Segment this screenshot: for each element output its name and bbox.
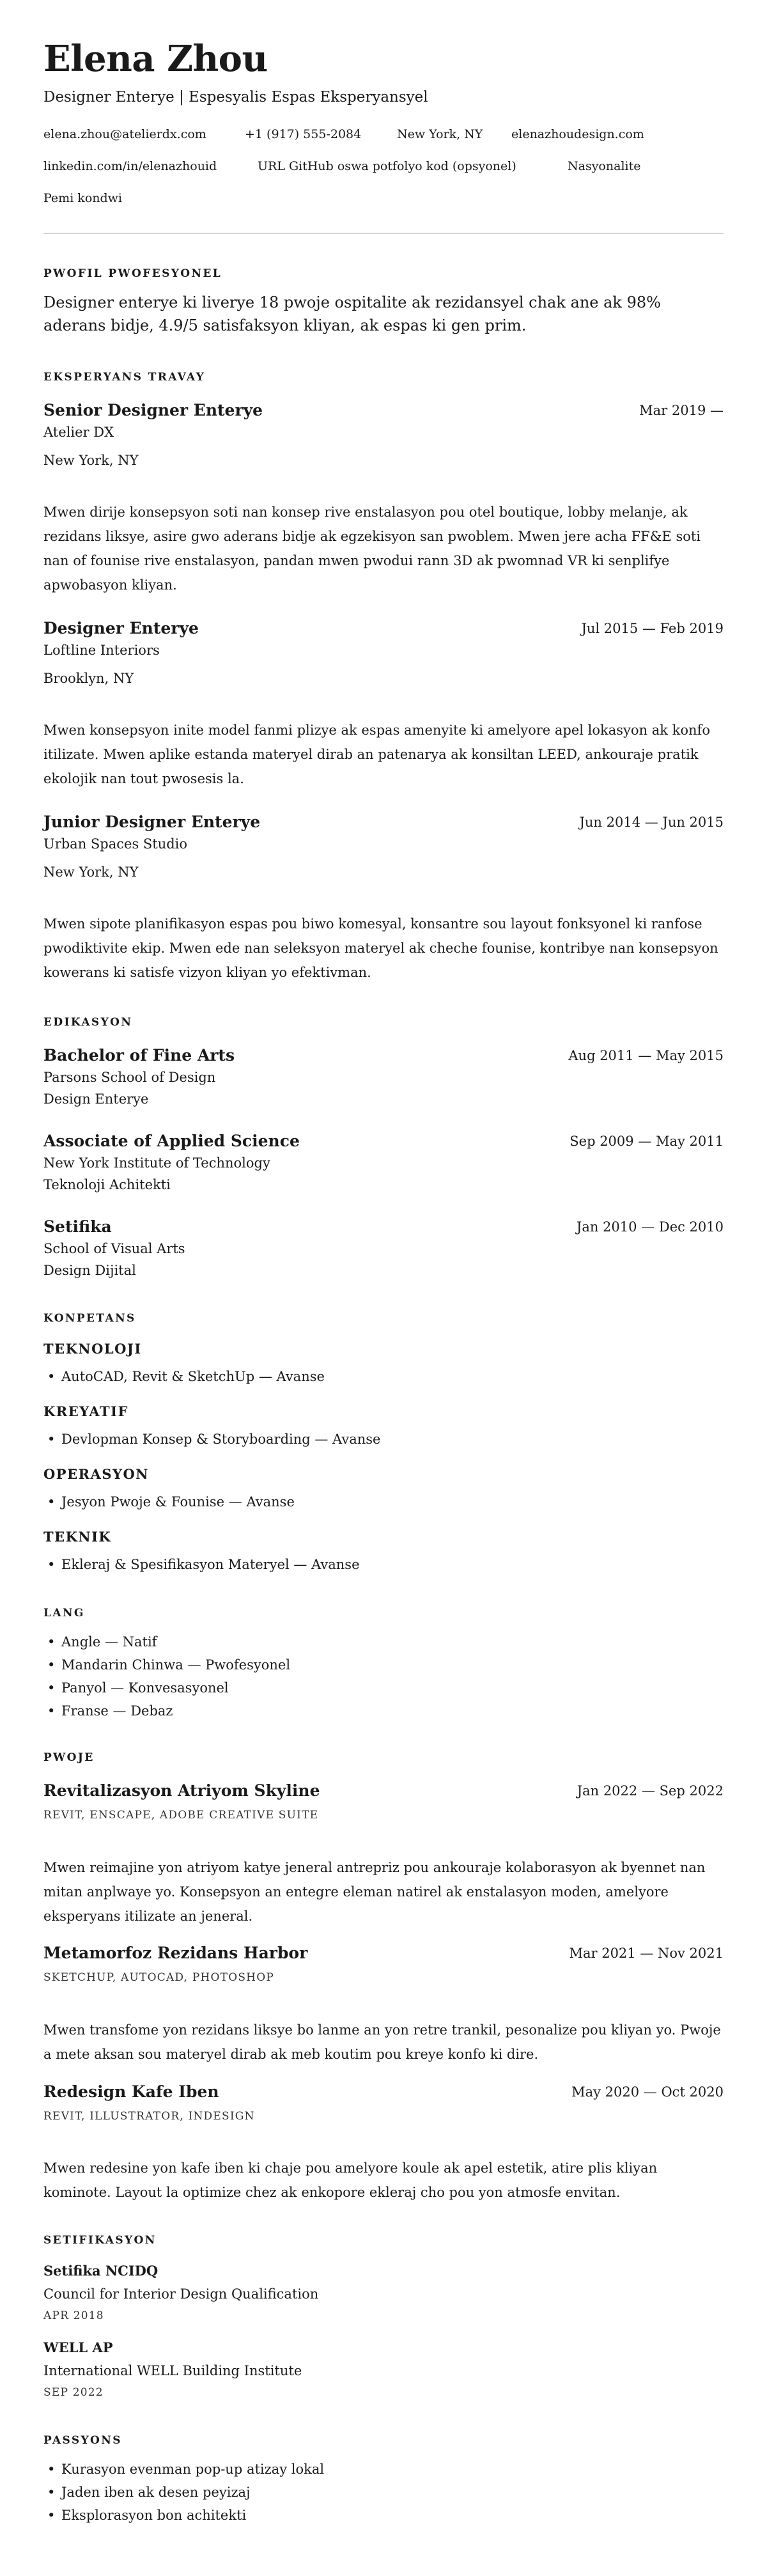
contact-website: elenazhoudesign.com	[511, 127, 644, 141]
project-date: Mar 2021 — Nov 2021	[569, 1946, 724, 1961]
education-degree: Setifika	[43, 1217, 112, 1236]
contact-location: New York, NY	[397, 127, 483, 141]
project-tools: SKETCHUP, AUTOCAD, PHOTOSHOP	[43, 1971, 274, 1984]
section-title-education: EDIKASYON	[43, 1016, 133, 1029]
project-tools: REVIT, ILLUSTRATOR, INDESIGN	[43, 2110, 255, 2123]
experience-description: Mwen konsepsyon inite model fanmi plizye ak espas amenyite ki amelyore apel lokasyon ak konfo itilizate. Mwen aplike estanda materyel dirab an patenarya ak konsiltan LEED, ankouraje pratik ekolojik nan tout pwosesis la.	[43, 722, 710, 786]
skill-group-title: KREYATIF	[43, 1403, 128, 1419]
interest-item: • Eksplorasyon bon achitekti	[61, 2506, 246, 2525]
headline: Designer Enterye | Espesyalis Espas Eksperyansyel	[43, 89, 428, 105]
certification-date: APR 2018	[43, 2309, 104, 2322]
project-name: Redesign Kafe Iben	[43, 2082, 219, 2101]
education-school: New York Institute of Technology	[43, 1155, 270, 1171]
language-item: • Panyol — Konvesasyonel	[61, 1678, 229, 1698]
education-degree: Associate of Applied Science	[43, 1132, 300, 1150]
skill-group-title: OPERASYON	[43, 1466, 149, 1482]
project-tools: REVIT, ENSCAPE, ADOBE CREATIVE SUITE	[43, 1809, 319, 1822]
language-item: • Mandarin Chinwa — Pwofesyonel	[61, 1655, 290, 1674]
skill-group-title: TEKNOLOJI	[43, 1341, 142, 1357]
section-title-profile: PWOFIL PWOFESYONEL	[43, 267, 222, 280]
profile-summary: Designer enterye ki liverye 18 pwoje ospitalite ak rezidansyel chak ane ak 98% aderans bidje, 4.9/5 satisfaksyon kliyan, ak espas ki gen prim.	[43, 293, 661, 334]
contact-email: elena.zhou@atelierdx.com	[43, 127, 206, 141]
section-title-experience: EKSPERYANS TRAVAY	[43, 371, 206, 384]
skill-item: • AutoCAD, Revit & SketchUp — Avanse	[61, 1367, 325, 1386]
experience-description: Mwen dirije konsepsyon soti nan konsep rive enstalasyon pou otel boutique, lobby melanje, ak rezidans liksye, asire gwo aderans bidje ak egzekisyon san pwoblem. Mwen jere acha FF&E soti nan of founise rive enstalasyon, pandan mwen pwodui rann 3D ak pwomnad VR ki senplifye apwobasyon kliyan.	[43, 504, 701, 593]
contact-github: URL GitHub oswa potfolyo kod (opsyonel)	[258, 159, 516, 173]
contact-linkedin: linkedin.com/in/elenazhouid	[43, 159, 217, 173]
education-school: School of Visual Arts	[43, 1241, 185, 1256]
interest-item: • Kurasyon evenman pop-up atizay lokal	[61, 2460, 324, 2479]
experience-role: Designer Enterye	[43, 619, 199, 637]
experience-company: Loftline Interiors	[43, 643, 160, 658]
education-date: Sep 2009 — May 2011	[569, 1134, 724, 1149]
project-description: Mwen redesine yon kafe iben ki chaje pou amelyore koule ak apel estetik, atire plis kliyan kominote. Layout la optimize chez ak enkopore ekleraj cho pou yon atmosfe envitan.	[43, 2160, 658, 2200]
experience-role: Junior Designer Enterye	[43, 813, 261, 831]
experience-location: New York, NY	[43, 864, 139, 880]
project-name: Revitalizasyon Atriyom Skyline	[43, 1781, 320, 1800]
language-item: • Franse — Debaz	[61, 1701, 173, 1721]
project-name: Metamorfoz Rezidans Harbor	[43, 1944, 308, 1962]
interest-item: • Jaden iben ak desen peyizaj	[61, 2483, 251, 2502]
project-description: Mwen reimajine yon atriyom katye jeneral antrepriz pou ankouraje kolaborasyon ak byennet nan mitan anplwaye yo. Konsepsyon an entegre eleman natirel ak enstalasyon moden, amelyore eksperyans itilizate an jeneral.	[43, 1860, 706, 1924]
section-title-certifications: SETIFIKASYON	[43, 2234, 157, 2247]
education-date: Jan 2010 — Dec 2010	[576, 1219, 724, 1235]
experience-date: Jul 2015 — Feb 2019	[581, 621, 724, 636]
experience-date: Mar 2019 —	[639, 403, 724, 418]
contact-license: Pemi kondwi	[43, 191, 122, 205]
experience-location: New York, NY	[43, 453, 139, 468]
skill-group-title: TEKNIK	[43, 1529, 112, 1545]
certification-name: Setifika NCIDQ	[43, 2263, 159, 2279]
project-date: May 2020 — Oct 2020	[571, 2084, 724, 2100]
section-title-interests: PASSYONS	[43, 2434, 122, 2447]
skill-item: • Ekleraj & Spesifikasyon Materyel — Avanse	[61, 1555, 360, 1574]
education-field: Teknoloji Achitekti	[43, 1177, 171, 1192]
contact-nationality: Nasyonalite	[568, 159, 641, 173]
contact-phone: +1 (917) 555-2084	[245, 127, 362, 141]
header-divider	[43, 233, 724, 234]
education-field: Design Enterye	[43, 1091, 149, 1107]
education-date: Aug 2011 — May 2015	[568, 1048, 724, 1063]
certification-name: WELL AP	[43, 2339, 113, 2355]
experience-description: Mwen sipote planifikasyon espas pou biwo komesyal, konsantre sou layout fonksyonel ki ranfose pwodiktivite ekip. Mwen ede nan seleksyon materyel ak cheche founise, kontribye nan konsepsyon kowerans ki satisfe vizyon kliyan yo efektivman.	[43, 916, 718, 980]
project-description: Mwen transfome yon rezidans liksye bo lanme an yon retre trankil, pesonalize pou kliyan yo. Pwoje a mete aksan sou materyel dirab ak meb koutim pou kreye konfo ki dire.	[43, 2022, 721, 2062]
experience-company: Urban Spaces Studio	[43, 836, 188, 852]
section-title-skills: KONPETANS	[43, 1312, 136, 1325]
candidate-name: Elena Zhou	[43, 38, 268, 80]
section-title-projects: PWOJE	[43, 1751, 95, 1764]
experience-company: Atelier DX	[43, 425, 114, 440]
education-field: Design Dijital	[43, 1263, 136, 1278]
project-date: Jan 2022 — Sep 2022	[577, 1783, 724, 1799]
education-degree: Bachelor of Fine Arts	[43, 1046, 235, 1065]
certification-issuer: International WELL Building Institute	[43, 2363, 302, 2378]
certification-issuer: Council for Interior Design Qualification	[43, 2286, 319, 2302]
section-title-languages: LANG	[43, 1607, 85, 1620]
experience-date: Jun 2014 — Jun 2015	[579, 815, 724, 830]
certification-date: SEP 2022	[43, 2386, 104, 2399]
education-school: Parsons School of Design	[43, 1070, 216, 1085]
language-item: • Angle — Natif	[61, 1632, 157, 1651]
experience-location: Brooklyn, NY	[43, 671, 134, 686]
skill-item: • Devlopman Konsep & Storyboarding — Avanse	[61, 1430, 380, 1449]
experience-role: Senior Designer Enterye	[43, 401, 263, 419]
skill-item: • Jesyon Pwoje & Founise — Avanse	[61, 1492, 295, 1511]
